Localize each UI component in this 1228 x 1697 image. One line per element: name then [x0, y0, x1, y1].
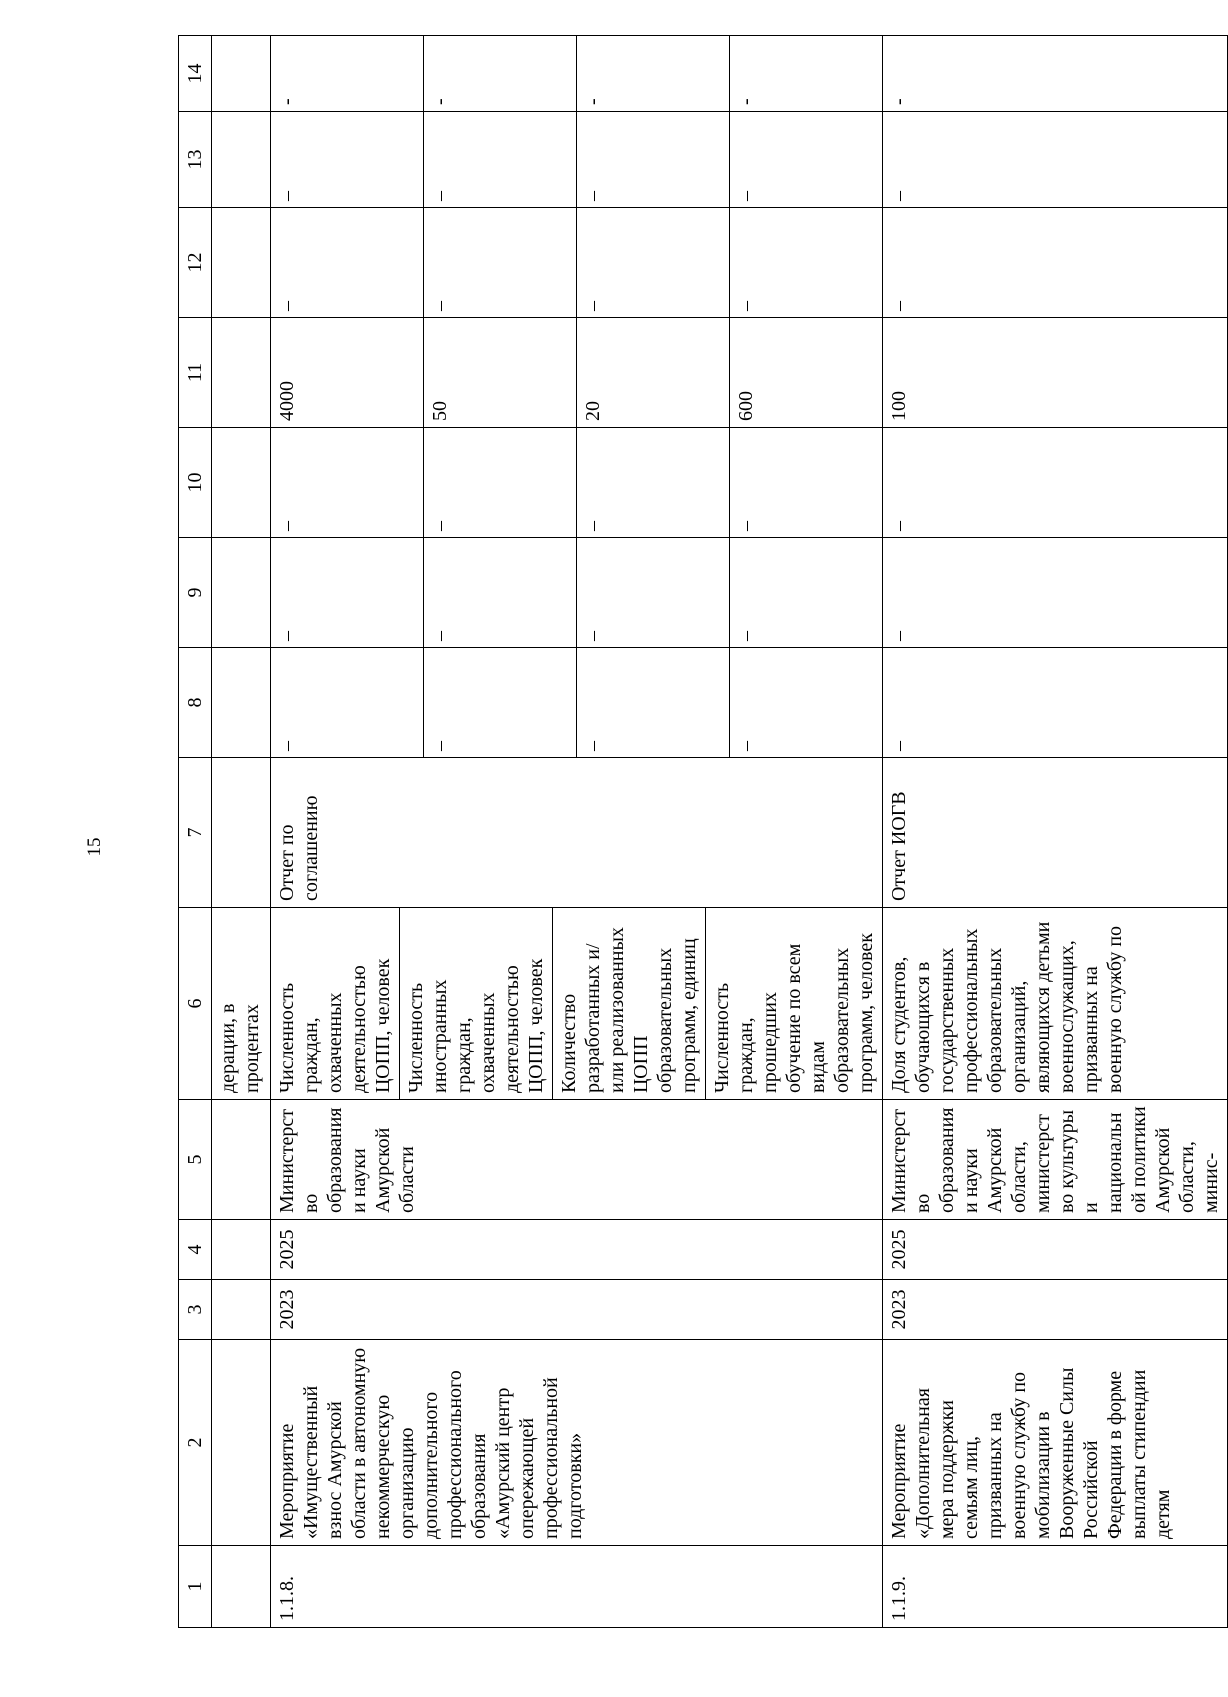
value-cell: – [423, 428, 576, 537]
value-cell: – [576, 112, 729, 207]
rotated-table-frame [178, 36, 1222, 1628]
value-col-10 [271, 428, 883, 538]
value-cell: – [276, 631, 298, 641]
value-cell: – [276, 301, 298, 311]
value-cell: 4000 [276, 381, 298, 421]
executor: Министерство образования и науки Амурской области, министерство культуры и национальной политики Амурской области, минис- [883, 1100, 1228, 1220]
table-row [271, 36, 883, 1628]
value-cell: - [276, 98, 298, 105]
end-year: 2025 [883, 1220, 1228, 1280]
indicator-text: Численность граждан, прошедших обучение по всем видам образовательных программ, человек [705, 908, 882, 1099]
value-cell: – [423, 208, 576, 317]
header-cell: 13 [179, 112, 212, 208]
header-cell: 2 [179, 1340, 212, 1546]
value-cell: – [576, 648, 729, 757]
value-cell: – [576, 538, 729, 647]
header-cell: 7 [179, 758, 212, 908]
value-cell: – [576, 428, 729, 537]
indicator-text: Численность иностранных граждан, охваченных деятельностью ЦОПП, человек [399, 908, 552, 1099]
value-cell: – [276, 521, 298, 531]
continuation-text: дерации, в процентах [212, 908, 271, 1100]
value-cell: – [883, 538, 1228, 648]
header-cell: 9 [179, 538, 212, 648]
value-col-13 [271, 112, 883, 208]
value-cell: – [729, 538, 882, 647]
data-source: Отчет ИОГВ [883, 758, 1228, 908]
indicator-text: Доля студентов, обучающихся в государственных профессиональных образовательных организаций, являющихся детьми военнослужащих, призванных на военную службу по [883, 908, 1228, 1100]
value-cell: – [423, 538, 576, 647]
start-year: 2023 [883, 1280, 1228, 1340]
table-row [883, 36, 1228, 1628]
indicator-text: Численность граждан, охваченных деятельностью ЦОПП, человек [276, 958, 394, 1093]
header-row [179, 36, 212, 1628]
end-year: 2025 [271, 1220, 883, 1280]
value-cell: – [276, 191, 298, 201]
row-number: 1.1.9. [883, 1546, 1228, 1628]
header-cell: 4 [179, 1220, 212, 1280]
rotated-table-area [178, 36, 1222, 1628]
value-cell: 20 [576, 318, 729, 427]
value-col-11 [271, 318, 883, 428]
header-cell: 1 [179, 1546, 212, 1628]
value-cell: - [883, 36, 1228, 112]
header-cell: 5 [179, 1100, 212, 1220]
value-col-14 [271, 36, 883, 112]
value-cell: – [576, 208, 729, 317]
value-cell: – [423, 112, 576, 207]
header-cell: 8 [179, 648, 212, 758]
value-cell: – [883, 208, 1228, 318]
value-cell: 100 [883, 318, 1228, 428]
value-cell: – [729, 208, 882, 317]
header-cell: 6 [179, 908, 212, 1100]
value-cell: – [883, 428, 1228, 538]
value-cell: - [423, 36, 576, 111]
value-cell: - [576, 36, 729, 111]
value-cell: – [423, 648, 576, 757]
indicator-cell [271, 908, 883, 1100]
value-cell: – [883, 648, 1228, 758]
executor: Министерство образования и науки Амурской области [271, 1100, 883, 1220]
value-cell: 600 [729, 318, 882, 427]
header-cell: 14 [179, 36, 212, 112]
header-cell: 3 [179, 1280, 212, 1340]
header-cell: 10 [179, 428, 212, 538]
value-cell: – [883, 112, 1228, 208]
value-cell: – [729, 428, 882, 537]
continuation-row [212, 36, 271, 1628]
value-cell: - [729, 36, 882, 111]
measures-table [178, 35, 1228, 1628]
measure-name: Мероприятие «Имущественный взнос Амурской области в автономную некоммерческую организацию дополнительного профессионального образования «Амурский центр опережающей профессиональной подготовки» [271, 1340, 883, 1546]
value-col-8 [271, 648, 883, 758]
measure-name: Мероприятие «Дополнительная мера поддержки семьям лиц, призванных на военную службу по мобилизации в Вооруженные Силы Российской Федерации в форме выплаты стипендии детям [883, 1340, 1228, 1546]
header-cell: 11 [179, 318, 212, 428]
page-number: 15 [84, 837, 105, 857]
indicator-text: Количество разработанных и/или реализованных ЦОПП образовательных программ, единиц [552, 908, 705, 1099]
value-cell: – [729, 112, 882, 207]
data-source: Отчет по соглашению [271, 758, 883, 908]
value-col-9 [271, 538, 883, 648]
header-cell: 12 [179, 208, 212, 318]
value-cell: – [729, 648, 882, 757]
start-year: 2023 [271, 1280, 883, 1340]
row-number: 1.1.8. [271, 1546, 883, 1628]
value-cell: – [276, 741, 298, 751]
value-cell: 50 [423, 318, 576, 427]
value-col-12 [271, 208, 883, 318]
